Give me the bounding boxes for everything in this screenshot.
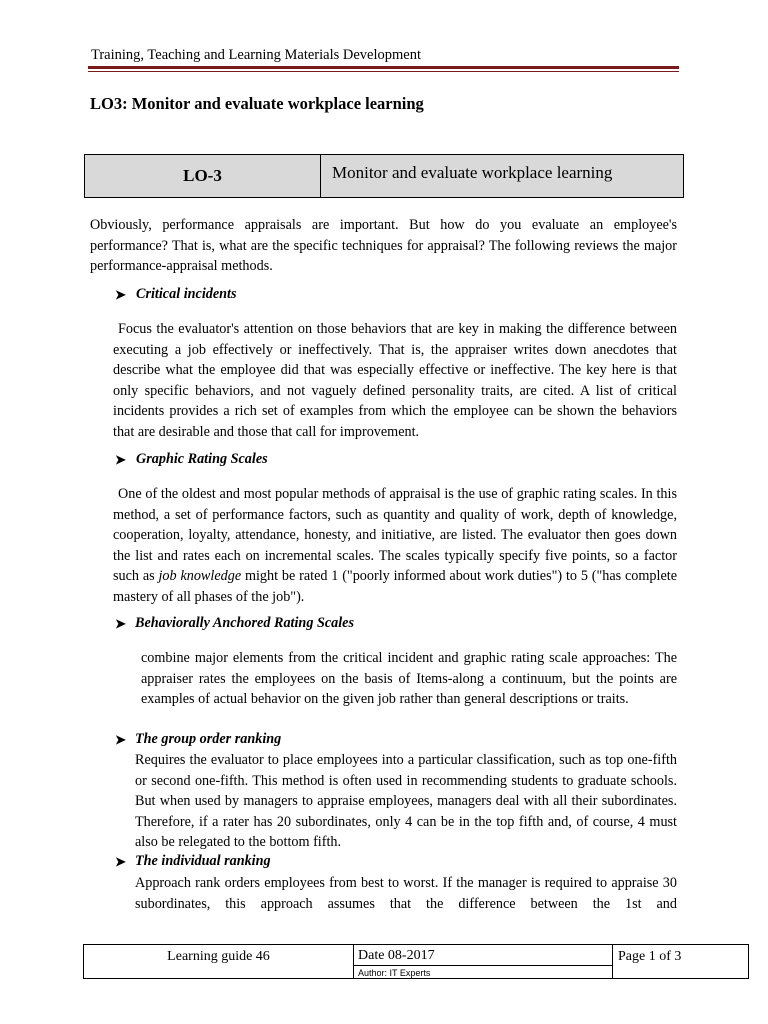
arrow-bullet-icon: ➤ — [115, 731, 126, 747]
footer-guide: Learning guide 46 — [84, 945, 354, 978]
bullet-group-order — [115, 731, 281, 748]
lo-code-cell: LO-3 — [85, 155, 321, 197]
critical-incidents-paragraph: Focus the evaluator's attention on those behaviors that are key in making the difference between executing a job effectively or ineffectively. That is, the appraiser writes down anecdotes that describe what the employee did that was especially effective or ineffective. The key here is that only specific behaviors, and not vaguely defined personality traits, are cited. A list of critical incidents provides a rich set of examples from which the employee can be shown the behaviors that are desirable and those that call for improvement. — [113, 321, 677, 440]
section-title: The group order ranking — [135, 731, 282, 747]
footer-table — [83, 944, 749, 979]
footer-date-cell — [354, 945, 613, 978]
arrow-bullet-icon: ➤ — [115, 615, 126, 631]
section-title: Critical incidents — [136, 286, 237, 302]
lo-title-cell: Monitor and evaluate workplace learning — [332, 163, 613, 182]
arrow-bullet-icon: ➤ — [115, 853, 126, 869]
bullet-bars — [115, 615, 354, 632]
header-rule-thin — [88, 71, 679, 72]
graphic-rating-italic: job knowledge — [158, 568, 242, 585]
bullet-critical-incidents — [115, 286, 237, 303]
bullet-graphic-rating — [115, 451, 268, 468]
group-order-paragraph: Requires the evaluator to place employees into a particular classification, such as top one-fifth or second one-fifth. This method is often used in recommending students to graduate schools. But when used by managers to appraise employees, managers deal with all their subordinates. Therefore, if a rater has 20 subordinates, only 4 can be in the top fifth and, of course, 4 must also be relegated to the bottom fifth. — [135, 752, 677, 851]
arrow-bullet-icon: ➤ — [115, 286, 126, 302]
graphic-rating-text-2: might be rated 1 ("poorly informed about work duties") to 5 ("has complete mastery of all phases of the job"). — [113, 568, 678, 605]
footer-author: Author: IT Experts — [358, 968, 431, 978]
running-header: Training, Teaching and Learning Materials Development — [91, 47, 421, 63]
bars-paragraph: combine major elements from the critical incident and graphic rating scale approaches: The appraiser rates the employees on the basis of Items-along a continuum, but the points are examples of actual behavior on the given job rather than general descriptions or traits. — [141, 650, 677, 708]
section-title: The individual ranking — [135, 853, 271, 869]
arrow-bullet-icon: ➤ — [115, 451, 126, 467]
graphic-rating-text-1: One of the oldest and most popular methods of appraisal is the use of graphic rating scales. In this method, a set of performance factors, such as quantity and quality of work, depth of knowledge, cooperation, loyalty, attendance, honesty, and initiative, are listed. The evaluator then goes down the list and rates each on incremental scales. The scales typically specify five points, so a factor such as — [113, 486, 677, 585]
intro-paragraph: Obviously, performance appraisals are important. But how do you evaluate an employee's performance? That is, what are the specific techniques for appraisal? The following reviews the major performance-appraisal methods. — [90, 217, 677, 275]
section-title: Graphic Rating Scales — [136, 451, 268, 467]
section-title: Behaviorally Anchored Rating Scales — [135, 615, 354, 631]
header-rule-thick — [88, 66, 679, 69]
footer-page-number: Page 1 of 3 — [618, 949, 682, 964]
footer-date: Date 08-2017 — [354, 945, 612, 966]
bullet-individual — [115, 853, 271, 870]
page-title: LO3: Monitor and evaluate workplace learning — [90, 94, 424, 113]
individual-paragraph: Approach rank orders employees from best to worst. If the manager is required to appraise 30 subordinates, this approach assumes that the difference between the 1st and — [135, 875, 677, 912]
lo-table — [84, 154, 684, 198]
graphic-rating-paragraph — [113, 484, 677, 608]
